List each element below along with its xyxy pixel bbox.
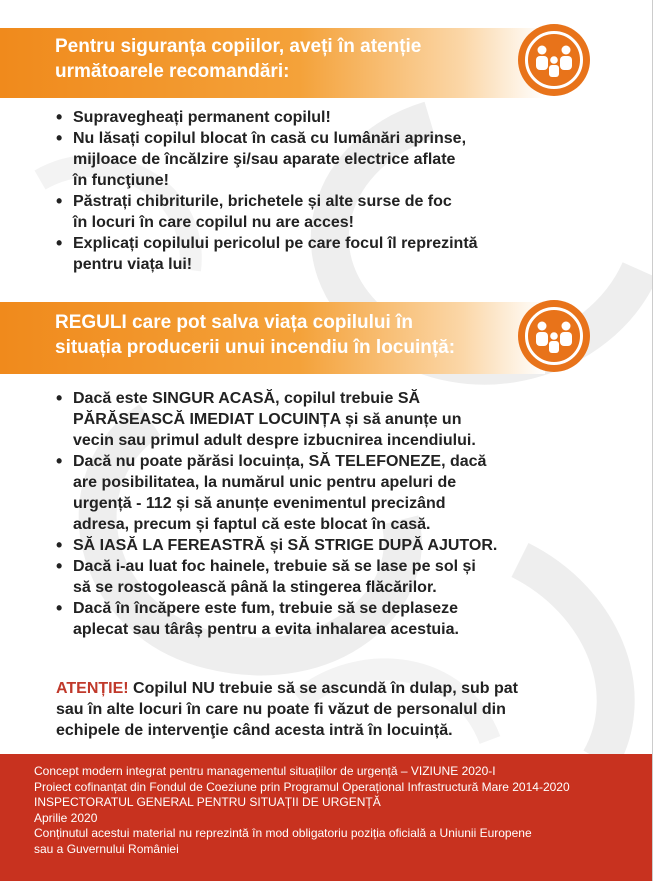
list-item-line: urgență - 112 și să anunțe evenimentul precizând	[73, 495, 446, 512]
family-icon-glyph	[532, 314, 576, 358]
warning-line: sau în alte locuri în care nu poate fi văzut de personalul din	[56, 701, 506, 718]
emphasis-text: SĂ IASĂ LA FEREASTRĂ	[73, 537, 266, 554]
section2-family-icon-badge	[518, 300, 590, 372]
footer-text	[34, 764, 570, 858]
list-item-line: vecin sau primul adult despre izbucnirea incendiului.	[73, 432, 476, 449]
section1-title-line2: următoarele recomandări:	[55, 61, 290, 82]
footer-line: Aprilie 2020	[34, 810, 98, 825]
warning-note	[56, 678, 601, 741]
list-item-line: în locuri în care copilul nu are acces!	[73, 214, 354, 231]
section1-title	[55, 34, 495, 84]
footer-line: sau a Guvernului României	[34, 841, 179, 856]
section1-family-icon-badge	[518, 24, 590, 96]
text: și	[265, 537, 288, 554]
list-item	[56, 556, 536, 598]
list-item-line: în funcţiune!	[73, 172, 169, 189]
text: Dacă nu poate părăsi locuința,	[73, 453, 309, 470]
section2-title-line1: REGULI care pot salva viața copilului în	[55, 312, 413, 333]
list-item-line: • Explicați copilului pericolul pe care focul îl reprezintă	[73, 235, 478, 252]
list-item	[56, 107, 526, 128]
emphasis-text: SINGUR ACASĂ	[152, 390, 276, 407]
section2-rules-list	[56, 388, 536, 640]
warning-label: ATENȚIE!	[56, 680, 129, 697]
list-item	[56, 451, 536, 535]
emphasis-text: SĂ STRIGE DUPĂ AJUTOR	[287, 537, 493, 554]
warning-line: echipele de intervenţie când acesta intră în locuință.	[56, 722, 453, 739]
list-item-line: • Dacă în încăpere este fum, trebuie să se deplaseze	[73, 600, 459, 617]
list-item-line	[73, 409, 536, 430]
list-item-line: să se rostogolească până la stingerea flăcărilor.	[73, 579, 437, 596]
section1-recommendations-list	[56, 107, 526, 275]
text: .	[492, 537, 498, 554]
section2-title	[55, 310, 495, 360]
list-item	[56, 233, 526, 275]
text: Dacă este	[73, 390, 153, 407]
list-item-line: mijloace de încălzire şi/sau aparate electrice aflate	[73, 151, 456, 168]
section2-banner	[0, 302, 545, 374]
list-item-line	[73, 388, 536, 409]
family-icon	[525, 31, 583, 89]
text: și să anunțe un	[340, 411, 462, 428]
list-item-line: adresa, precum și faptul că este blocat în casă.	[73, 516, 431, 533]
footer-line: Concept modern integrat pentru managementul situațiilor de urgență – VIZIUNE 2020-I	[34, 764, 496, 778]
warning-line	[56, 678, 601, 699]
emphasis-text: SĂ	[397, 390, 421, 407]
text: , dacă	[441, 453, 487, 470]
list-item-line: aplecat sau târâș pentru a evita inhalarea acestuia.	[73, 621, 459, 638]
text: , copilul trebuie	[275, 390, 398, 407]
section2-title-line2: situația producerii unui incendiu în locuință:	[55, 337, 456, 358]
footer-line: Conținutul acestui material nu reprezintă în mod obligatoriu poziția oficială a Uniunii Europene	[34, 826, 532, 841]
emphasis-text: SĂ TELEFONEZE	[308, 453, 442, 470]
list-item-line: • Nu lăsați copilul blocat în casă cu lumânări aprinse,	[73, 130, 467, 147]
list-item-line: • Păstrați chibriturile, brichetele și alte surse de foc	[73, 193, 452, 210]
section1-title-line1: Pentru siguranța copiilor, aveți în atenție	[55, 36, 422, 57]
list-item	[56, 598, 536, 640]
family-icon-glyph	[532, 38, 576, 82]
list-item-line: • Supravegheați permanent copilul!	[73, 109, 331, 126]
list-item	[56, 535, 536, 556]
list-item	[56, 128, 526, 191]
list-item-line: pentru viața lui!	[73, 256, 193, 273]
footer	[0, 754, 652, 881]
section1-banner	[0, 28, 545, 98]
list-item	[56, 388, 536, 451]
list-item-line	[73, 451, 536, 472]
family-icon	[525, 307, 583, 365]
list-item	[56, 191, 526, 233]
warning-text: Copilul NU trebuie să se ascundă în dulap, sub pat	[128, 680, 518, 697]
list-item-line: are posibilitatea, la numărul unic pentru apeluri de	[73, 474, 457, 491]
list-item-line: • Dacă i-au luat foc hainele, trebuie să se lase pe sol și	[73, 558, 476, 575]
footer-line: Proiect cofinanțat din Fondul de Coeziune prin Programul Operațional Infrastructură Mare 2014-2020	[34, 779, 570, 794]
footer-line: INSPECTORATUL GENERAL PENTRU SITUAȚII DE URGENȚĂ	[34, 795, 381, 810]
list-item-line	[73, 535, 536, 556]
emphasis-text: PĂRĂSEASCĂ IMEDIAT LOCUINȚA	[73, 411, 341, 428]
